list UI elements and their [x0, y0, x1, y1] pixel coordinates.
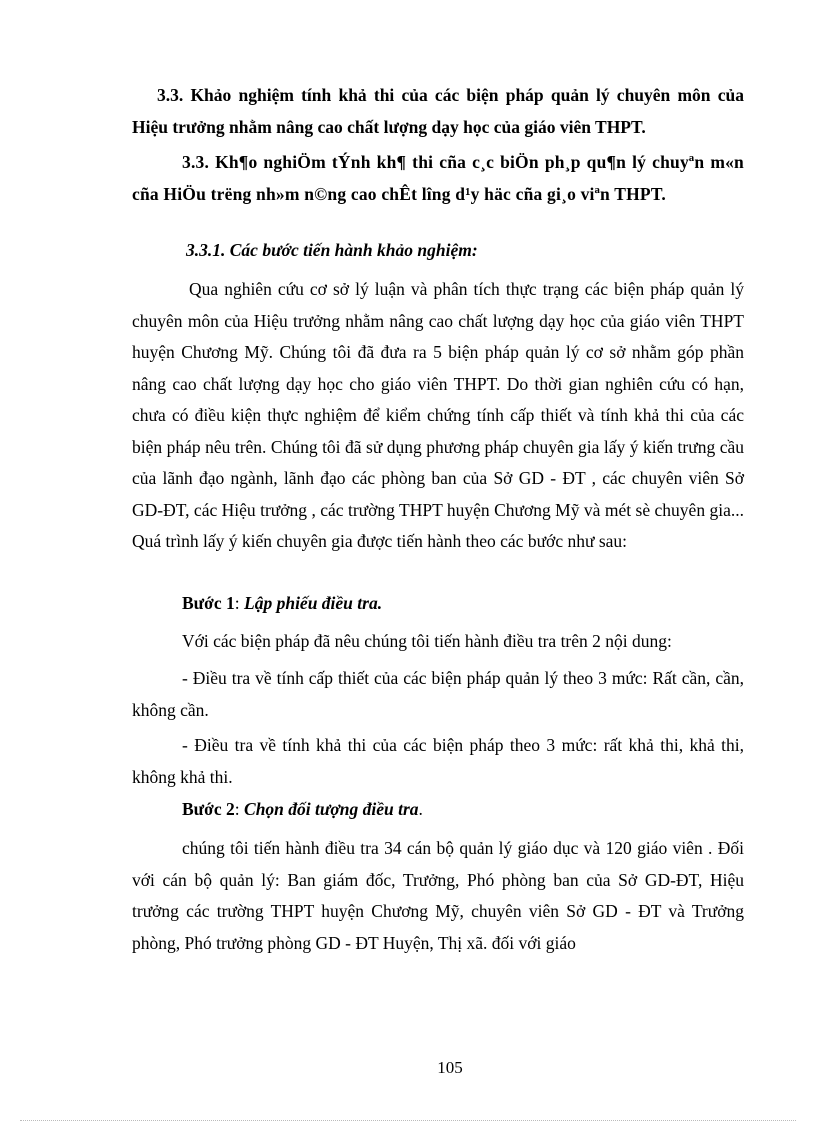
- section-heading-legacy-encoding: 3.3. Kh¶o nghiÖm tÝnh kh¶ thi cña c¸c biÖn ph¸p qu¶n lý chuyªn m«n cña HiÖu trëng nh»m n©ng cao chÊt lîng d¹y häc cña gi¸o viªn THPT.: [132, 152, 744, 204]
- subsection-heading: 3.3.1. Các bước tiến hành khảo nghiệm:: [186, 240, 478, 260]
- page-bottom-divider: [20, 1120, 796, 1121]
- paragraph-intro: Qua nghiên cứu cơ sở lý luận và phân tích thực trạng các biện pháp quản lý chuyên môn của Hiệu trưởng nhằm nâng cao chất lượng dạy học của giáo viên THPT huyện Chương Mỹ. Chúng tôi đã đưa ra 5 biện pháp quản lý cơ sở nhằm góp phần nâng cao chất lượng dạy học cho giáo viên THPT. Do thời gian nghiên cứu có hạn, chưa có điều kiện thực nghiệm để kiểm chứng tính cấp thiết và tính khả thi của các biện pháp nêu trên. Chúng tôi đã sử dụng phương pháp chuyên gia lấy ý kiến trưng cầu của lãnh đạo ngành, lãnh đạo các phòng ban của Sở GD - ĐT , các chuyên viên Sở GD-ĐT, các Hiệu trưởng , các trường THPT huyện Chương Mỹ và mét sè chuyên gia... Quá trình lấy ý kiến chuyên gia được tiến hành theo các bước như sau:: [132, 279, 744, 551]
- step-2-separator: :: [234, 799, 245, 819]
- step-1-label: Bước 1: [182, 593, 235, 613]
- step-2-end: .: [418, 799, 423, 819]
- step-1-separator: :: [234, 593, 245, 613]
- step-2-label: Bước 2: [182, 799, 235, 819]
- page-number: 105: [437, 1058, 463, 1077]
- paragraph-survey-subjects: chúng tôi tiến hành điều tra 34 cán bộ quản lý giáo dục và 120 giáo viên . Đối với cán bộ quản lý: Ban giám đốc, Trưởng, Phó phòng ban của Sở GD-ĐT, Hiệu trưởng các trường THPT huyện Chương Mỹ, chuyên viên Sở GD - ĐT và Trưởng phòng, Phó trưởng phòng GD - ĐT Huyện, Thị xã. đối với giáo: [132, 838, 744, 953]
- step-1-title: Lập phiếu điều tra.: [244, 593, 383, 613]
- paragraph-feasibility-survey: - Điều tra về tính khả thi của các biện pháp theo 3 mức: rất khả thi, khả thi, không khả thi.: [132, 735, 744, 787]
- step-1: [182, 593, 382, 614]
- section-heading: 3.3. Khảo nghiệm tính khả thi của các biện pháp quản lý chuyên môn của Hiệu trưởng nhằm nâng cao chất lượng dạy học của giáo viên THPT.: [132, 85, 744, 137]
- paragraph-survey-content: Với các biện pháp đã nêu chúng tôi tiến hành điều tra trên 2 nội dung:: [182, 631, 672, 651]
- step-2-title: Chọn đối tượng điều tra: [244, 799, 419, 819]
- step-2: [182, 799, 423, 820]
- paragraph-urgency-survey: - Điều tra về tính cấp thiết của các biện pháp quản lý theo 3 mức: Rất cần, cần, không cần.: [132, 668, 744, 720]
